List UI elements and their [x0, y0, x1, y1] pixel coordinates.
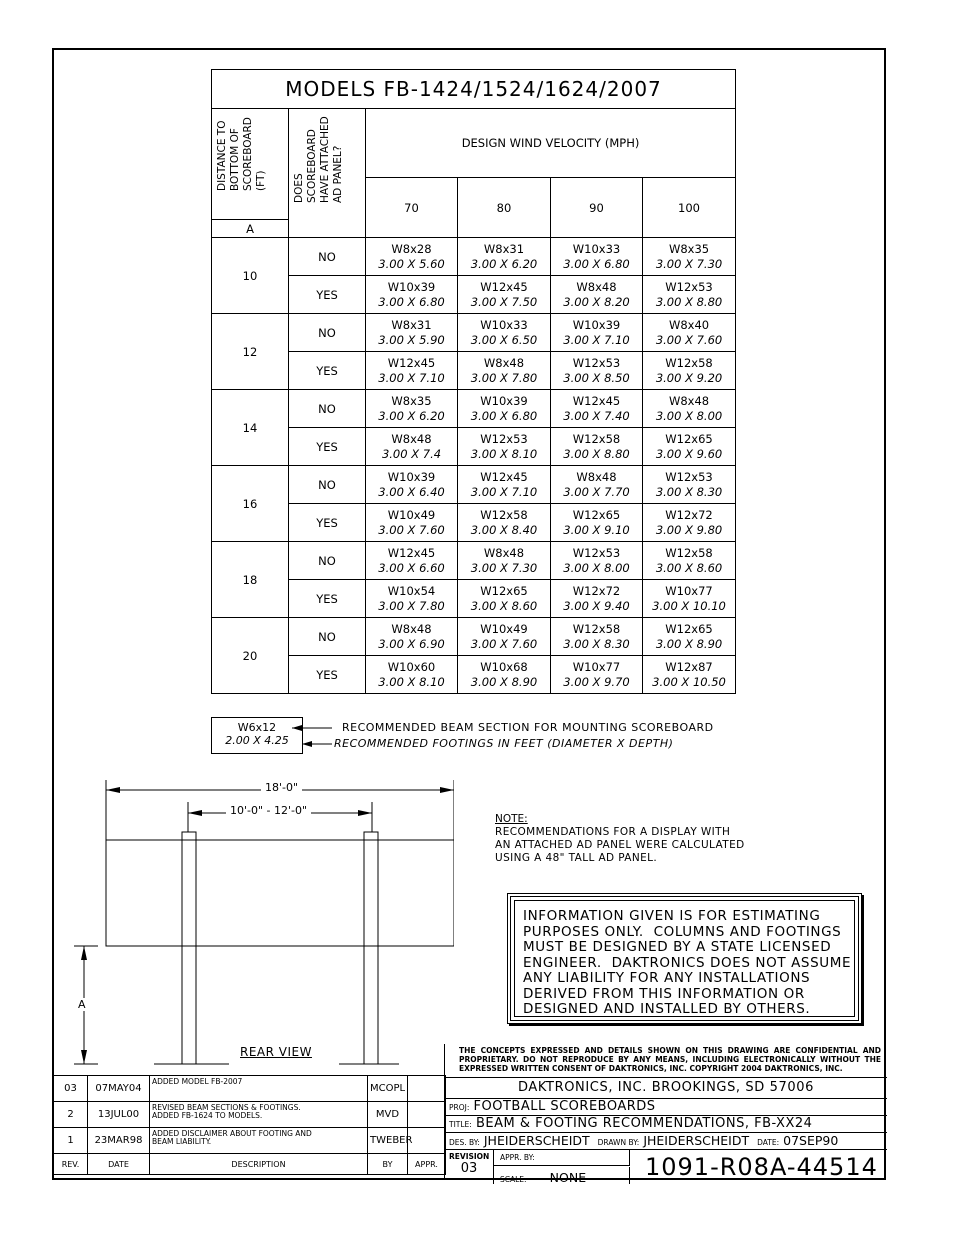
- footing-size: 3.00 X 8.20: [563, 294, 630, 309]
- footing-size: 3.00 X 6.20: [470, 256, 538, 271]
- recommendation-cell: [551, 580, 643, 618]
- disclaimer-text: INFORMATION GIVEN IS FOR ESTIMATING PURPOSES ONLY. COLUMNS AND FOOTINGS MUST BE DESIGNED BY A STATE LICENSED ENGINEER. DAKTRONICS DOES NOT ASSUME ANY LIABILITY FOR ANY INSTALLATIONS DERIVED FROM THIS INFORMATION OR DESIGNED AND INSTALLED BY OTHERS.: [523, 908, 852, 1017]
- recommendation-cell: [551, 314, 643, 352]
- recommendation-cell: [551, 390, 643, 428]
- ad-panel-cell: NO: [289, 390, 366, 428]
- beam-section: W12x45: [387, 355, 436, 370]
- beam-section: W10x33: [480, 317, 528, 332]
- footing-size: 3.00 X 7.70: [563, 484, 630, 499]
- recommendation-cell: [458, 314, 551, 352]
- beam-section: W12x53: [572, 545, 621, 560]
- footing-size: 3.00 X 6.60: [378, 560, 445, 575]
- table-row: [212, 580, 736, 618]
- recommendation-cell: [551, 276, 643, 314]
- speed-90: 90: [551, 178, 643, 238]
- footing-size: 3.00 X 8.80: [563, 446, 630, 461]
- distance-cell: 18: [212, 542, 289, 618]
- beam-section: W10x33: [572, 241, 621, 256]
- overall-dimension: 18'-0": [261, 781, 302, 794]
- recommendation-cell: [551, 542, 643, 580]
- revision-rev: 03: [54, 1076, 88, 1102]
- revision-label: REVISION: [449, 1152, 490, 1161]
- ad-panel-header: [289, 109, 366, 238]
- footing-size: 3.00 X 8.90: [655, 636, 723, 651]
- revision-date: 13JUL00: [88, 1102, 150, 1128]
- footing-size: 3.00 X 8.60: [655, 560, 723, 575]
- recommendation-cell: [551, 504, 643, 542]
- revision-date: 23MAR98: [88, 1128, 150, 1154]
- beam-section: W8x28: [391, 241, 432, 256]
- table-row: [212, 542, 736, 580]
- speed-100: 100: [643, 178, 736, 238]
- beam-section: W12x53: [665, 279, 713, 294]
- beam-section: W10x39: [387, 279, 436, 294]
- legend-beam-desc: RECOMMENDED BEAM SECTION FOR MOUNTING SCOREBOARD: [342, 721, 714, 734]
- beam-section: W10x49: [480, 621, 528, 636]
- note-text: RECOMMENDATIONS FOR A DISPLAY WITH AN ATTACHED AD PANEL WERE CALCULATED USING A 48" TALL AD PANEL.: [495, 826, 745, 864]
- recommendation-cell: [458, 618, 551, 656]
- revision-by: MCOPL: [368, 1076, 408, 1102]
- recommendation-cell: [643, 542, 736, 580]
- footing-size: 3.00 X 7.40: [563, 408, 630, 423]
- ad-panel-cell: YES: [289, 352, 366, 390]
- ad-panel-header-text: DOES SCOREBOARD HAVE ATTACHED AD PANEL?: [293, 116, 344, 203]
- beam-section: W8x48: [668, 393, 710, 408]
- footing-size: 3.00 X 8.30: [655, 484, 723, 499]
- distance-cell: 16: [212, 466, 289, 542]
- footing-size: 3.00 X 10.50: [652, 674, 726, 689]
- footing-size: 3.00 X 5.90: [378, 332, 445, 347]
- recommendation-cell: [643, 580, 736, 618]
- recommendation-cell: [643, 504, 736, 542]
- recommendation-cell: [366, 656, 458, 694]
- recommendation-cell: [551, 352, 643, 390]
- height-label: A: [78, 998, 86, 1011]
- beam-section: W12x72: [572, 583, 621, 598]
- ad-panel-cell: NO: [289, 466, 366, 504]
- table-row: [212, 276, 736, 314]
- project-value: FOOTBALL SCOREBOARDS: [473, 1099, 656, 1114]
- distance-header-text: DISTANCE TO BOTTOM OF SCOREBOARD (FT): [216, 117, 267, 191]
- revision-row: [445, 1150, 887, 1184]
- recommendation-cell: [366, 428, 458, 466]
- recommendation-cell: [643, 390, 736, 428]
- beam-section: W12x53: [665, 469, 713, 484]
- revision-by: TWEBER: [368, 1128, 408, 1154]
- revision-header-appr: APPR.: [408, 1154, 446, 1175]
- revision-header-row: [54, 1154, 446, 1175]
- footing-size: 3.00 X 9.60: [655, 446, 723, 461]
- note-heading: NOTE:: [495, 813, 528, 825]
- beam-section: W12x45: [572, 393, 621, 408]
- recommendation-cell: [458, 580, 551, 618]
- beam-section: W10x54: [387, 583, 436, 598]
- distance-cell: 12: [212, 314, 289, 390]
- drawn-label: DRAWN BY:: [597, 1138, 640, 1147]
- footing-size: 3.00 X 7.80: [378, 598, 445, 613]
- ad-panel-cell: YES: [289, 580, 366, 618]
- beam-section: W8x35: [668, 241, 710, 256]
- footing-size: 3.00 X 7.10: [378, 370, 445, 385]
- footing-size: 3.00 X 6.90: [378, 636, 445, 651]
- recommendation-cell: [458, 276, 551, 314]
- recommendation-cell: [643, 466, 736, 504]
- recommendation-cell: [643, 352, 736, 390]
- beam-section: W8x48: [391, 621, 432, 636]
- revision-row: [54, 1102, 446, 1128]
- beam-section: W12x72: [665, 507, 713, 522]
- date-value: 07SEP90: [783, 1133, 839, 1148]
- revision-desc: ADDED DISCLAIMER ABOUT FOOTING AND BEAM LIABILITY.: [150, 1128, 368, 1154]
- recommendation-cell: [366, 314, 458, 352]
- recommendation-cell: [551, 238, 643, 276]
- footing-size: 3.00 X 6.50: [470, 332, 538, 347]
- scale-label: SCALE:: [500, 1175, 527, 1184]
- ad-panel-cell: NO: [289, 314, 366, 352]
- footing-size: 3.00 X 7.60: [378, 522, 445, 537]
- table-row: [212, 656, 736, 694]
- footing-size: 3.00 X 10.10: [652, 598, 726, 613]
- recommendation-cell: [366, 580, 458, 618]
- beam-section: W8x35: [391, 393, 432, 408]
- recommendation-cell: [551, 428, 643, 466]
- beam-section: W12x53: [480, 431, 528, 446]
- ad-panel-cell: YES: [289, 656, 366, 694]
- beam-section: W10x77: [665, 583, 713, 598]
- designer-value: JHEIDERSCHEIDT: [483, 1133, 590, 1148]
- footing-size: 3.00 X 6.20: [378, 408, 445, 423]
- beam-section: W8x48: [576, 279, 617, 294]
- footing-size: 3.00 X 7.10: [563, 332, 630, 347]
- beam-section: W8x48: [483, 545, 525, 560]
- date-label: DATE:: [757, 1138, 780, 1147]
- view-label: REAR VIEW: [240, 1045, 312, 1059]
- footing-size: 3.00 X 7.30: [655, 256, 723, 271]
- distance-cell: 20: [212, 618, 289, 694]
- legend-footing: 2.00 X 4.25: [225, 734, 289, 747]
- project-row: [445, 1099, 887, 1116]
- revision-value: 03: [460, 1161, 478, 1176]
- ad-panel-cell: NO: [289, 238, 366, 276]
- approved-by-label: APPR. BY:: [494, 1150, 630, 1166]
- legend-arrows: [282, 720, 342, 750]
- footing-size: 3.00 X 8.90: [470, 674, 538, 689]
- speed-70: 70: [366, 178, 458, 238]
- beam-section: W10x39: [572, 317, 621, 332]
- revision-table: [53, 1075, 446, 1175]
- footing-size: 3.00 X 7.4: [381, 446, 442, 461]
- beam-section: W10x39: [480, 393, 528, 408]
- drawn-value: JHEIDERSCHEIDT: [643, 1133, 750, 1148]
- revision-desc: REVISED BEAM SECTIONS & FOOTINGS. ADDED FB-1624 TO MODELS.: [150, 1102, 368, 1128]
- table-row: [212, 314, 736, 352]
- title-label: TITLE:: [449, 1120, 472, 1129]
- footing-size: 3.00 X 8.00: [655, 408, 723, 423]
- recommendation-cell: [458, 428, 551, 466]
- recommendation-cell: [366, 504, 458, 542]
- revision-appr: [408, 1076, 446, 1102]
- beam-section: W12x65: [665, 621, 713, 636]
- designer-label: DES. BY:: [449, 1138, 480, 1147]
- drawing-sheet: [52, 48, 886, 1185]
- recommendation-cell: [366, 352, 458, 390]
- ad-panel-cell: NO: [289, 618, 366, 656]
- speed-80: 80: [458, 178, 551, 238]
- ad-panel-cell: NO: [289, 542, 366, 580]
- distance-header: [212, 109, 289, 220]
- table-row: [212, 618, 736, 656]
- distance-sub-header: A: [212, 220, 289, 238]
- distance-cell: 10: [212, 238, 289, 314]
- beam-section: W10x49: [387, 507, 436, 522]
- revision-row: [54, 1128, 446, 1154]
- project-label: PROJ:: [449, 1103, 470, 1112]
- beam-section: W8x48: [483, 355, 525, 370]
- footing-size: 3.00 X 7.80: [470, 370, 538, 385]
- scale-cell: [494, 1167, 630, 1184]
- footing-size: 3.00 X 6.80: [378, 294, 445, 309]
- beam-section: W12x65: [572, 507, 621, 522]
- footing-size: 3.00 X 7.60: [655, 332, 723, 347]
- ad-panel-cell: YES: [289, 428, 366, 466]
- beam-section: W12x45: [480, 279, 528, 294]
- post-dimension: 10'-0" - 12'-0": [226, 804, 311, 817]
- beam-section: W8x40: [668, 317, 710, 332]
- recommendation-cell: [458, 390, 551, 428]
- revision-by: MVD: [368, 1102, 408, 1128]
- table-row: [212, 352, 736, 390]
- footing-size: 3.00 X 5.60: [378, 256, 445, 271]
- beam-section: W12x58: [572, 621, 621, 636]
- footing-size: 3.00 X 7.30: [470, 560, 538, 575]
- footing-size: 3.00 X 8.10: [378, 674, 445, 689]
- revision-rev: 2: [54, 1102, 88, 1128]
- beam-section: W12x58: [665, 355, 713, 370]
- recommendation-cell: [643, 276, 736, 314]
- revision-date: 07MAY04: [88, 1076, 150, 1102]
- beam-section: W12x87: [665, 659, 713, 674]
- beam-footing-table: [211, 69, 736, 694]
- revision-header-rev: REV.: [54, 1154, 88, 1175]
- wind-velocity-header: DESIGN WIND VELOCITY (MPH): [366, 109, 736, 178]
- beam-section: W12x65: [665, 431, 713, 446]
- title-block: [444, 1044, 887, 1185]
- beam-section: W12x45: [480, 469, 528, 484]
- beam-section: W10x39: [387, 469, 436, 484]
- revision-header-date: DATE: [88, 1154, 150, 1175]
- revision-desc: ADDED MODEL FB-2007: [150, 1076, 368, 1102]
- ad-panel-cell: YES: [289, 504, 366, 542]
- footing-size: 3.00 X 8.00: [563, 560, 630, 575]
- recommendation-cell: [366, 466, 458, 504]
- table-row: [212, 390, 736, 428]
- beam-section: W12x58: [665, 545, 713, 560]
- revision-header-desc: DESCRIPTION: [150, 1154, 368, 1175]
- beam-section: W12x65: [480, 583, 528, 598]
- revision-appr: [408, 1102, 446, 1128]
- footing-size: 3.00 X 8.10: [470, 446, 538, 461]
- footing-size: 3.00 X 8.40: [470, 522, 538, 537]
- recommendation-cell: [458, 466, 551, 504]
- footing-size: 3.00 X 9.70: [563, 674, 630, 689]
- recommendation-cell: [458, 352, 551, 390]
- designer-row: [445, 1133, 887, 1150]
- revision-row: [54, 1076, 446, 1102]
- footing-size: 3.00 X 7.10: [470, 484, 538, 499]
- legend-footing-desc: RECOMMENDED FOOTINGS IN FEET (DIAMETER X DEPTH): [334, 737, 674, 750]
- footing-size: 3.00 X 6.80: [470, 408, 538, 423]
- recommendation-cell: [458, 238, 551, 276]
- footing-size: 3.00 X 8.60: [470, 598, 538, 613]
- revision-appr: [408, 1128, 446, 1154]
- revision-cell: [445, 1150, 494, 1184]
- recommendation-cell: [551, 466, 643, 504]
- recommendation-cell: [366, 390, 458, 428]
- beam-section: W10x68: [480, 659, 528, 674]
- disclaimer-box: [507, 893, 862, 1024]
- recommendation-cell: [643, 238, 736, 276]
- recommendation-cell: [551, 618, 643, 656]
- company-info: DAKTRONICS, INC. BROOKINGS, SD 57006: [445, 1078, 887, 1099]
- confidential-notice: THE CONCEPTS EXPRESSED AND DETAILS SHOWN ON THIS DRAWING ARE CONFIDENTIAL AND PROPRIETARY. DO NOT REPRODUCE BY ANY MEANS, INCLUDING ELECTRONICALLY WITHOUT THE EXPRESSED WRITTEN CONSENT OF DAKTRONICS, INC. COPYRIGHT 2004 DAKTRONICS, INC.: [445, 1044, 887, 1078]
- table-title: MODELS FB-1424/1524/1624/2007: [212, 70, 736, 109]
- scale-value: NONE: [549, 1170, 587, 1185]
- footing-size: 3.00 X 9.20: [655, 370, 723, 385]
- recommendation-cell: [458, 656, 551, 694]
- recommendation-cell: [366, 276, 458, 314]
- legend-beam: W6x12: [237, 721, 277, 734]
- recommendation-cell: [643, 656, 736, 694]
- table-row: [212, 504, 736, 542]
- table-row: [212, 428, 736, 466]
- beam-section: W8x31: [391, 317, 432, 332]
- beam-section: W12x45: [387, 545, 436, 560]
- footing-size: 3.00 X 7.50: [470, 294, 538, 309]
- footing-size: 3.00 X 9.10: [563, 522, 630, 537]
- title-value: BEAM & FOOTING RECOMMENDATIONS, FB-XX24: [475, 1116, 813, 1131]
- drawing-number: 1091-R08A-44514: [645, 1153, 878, 1181]
- footing-size: 3.00 X 8.30: [563, 636, 630, 651]
- table-row: [212, 466, 736, 504]
- footing-size: 3.00 X 6.80: [563, 256, 630, 271]
- recommendation-cell: [366, 618, 458, 656]
- footing-size: 3.00 X 7.60: [470, 636, 538, 651]
- beam-section: W8x48: [576, 469, 617, 484]
- beam-section: W10x77: [572, 659, 621, 674]
- recommendation-cell: [366, 542, 458, 580]
- recommendation-cell: [458, 542, 551, 580]
- recommendation-cell: [643, 428, 736, 466]
- beam-section: W12x58: [572, 431, 621, 446]
- recommendation-cell: [643, 618, 736, 656]
- beam-section: W12x58: [480, 507, 528, 522]
- footing-size: 3.00 X 6.40: [378, 484, 445, 499]
- footing-size: 3.00 X 9.40: [563, 598, 630, 613]
- recommendation-cell: [643, 314, 736, 352]
- title-row: [445, 1116, 887, 1133]
- beam-section: W8x31: [483, 241, 525, 256]
- revision-header-by: BY: [368, 1154, 408, 1175]
- ad-panel-cell: YES: [289, 276, 366, 314]
- footing-size: 3.00 X 8.80: [655, 294, 723, 309]
- table-row: [212, 238, 736, 276]
- recommendation-cell: [366, 238, 458, 276]
- distance-cell: 14: [212, 390, 289, 466]
- recommendation-cell: [551, 656, 643, 694]
- beam-section: W12x53: [572, 355, 621, 370]
- revision-rev: 1: [54, 1128, 88, 1154]
- footing-size: 3.00 X 9.80: [655, 522, 723, 537]
- footing-size: 3.00 X 8.50: [563, 370, 630, 385]
- beam-section: W8x48: [391, 431, 432, 446]
- recommendation-cell: [458, 504, 551, 542]
- beam-section: W10x60: [387, 659, 436, 674]
